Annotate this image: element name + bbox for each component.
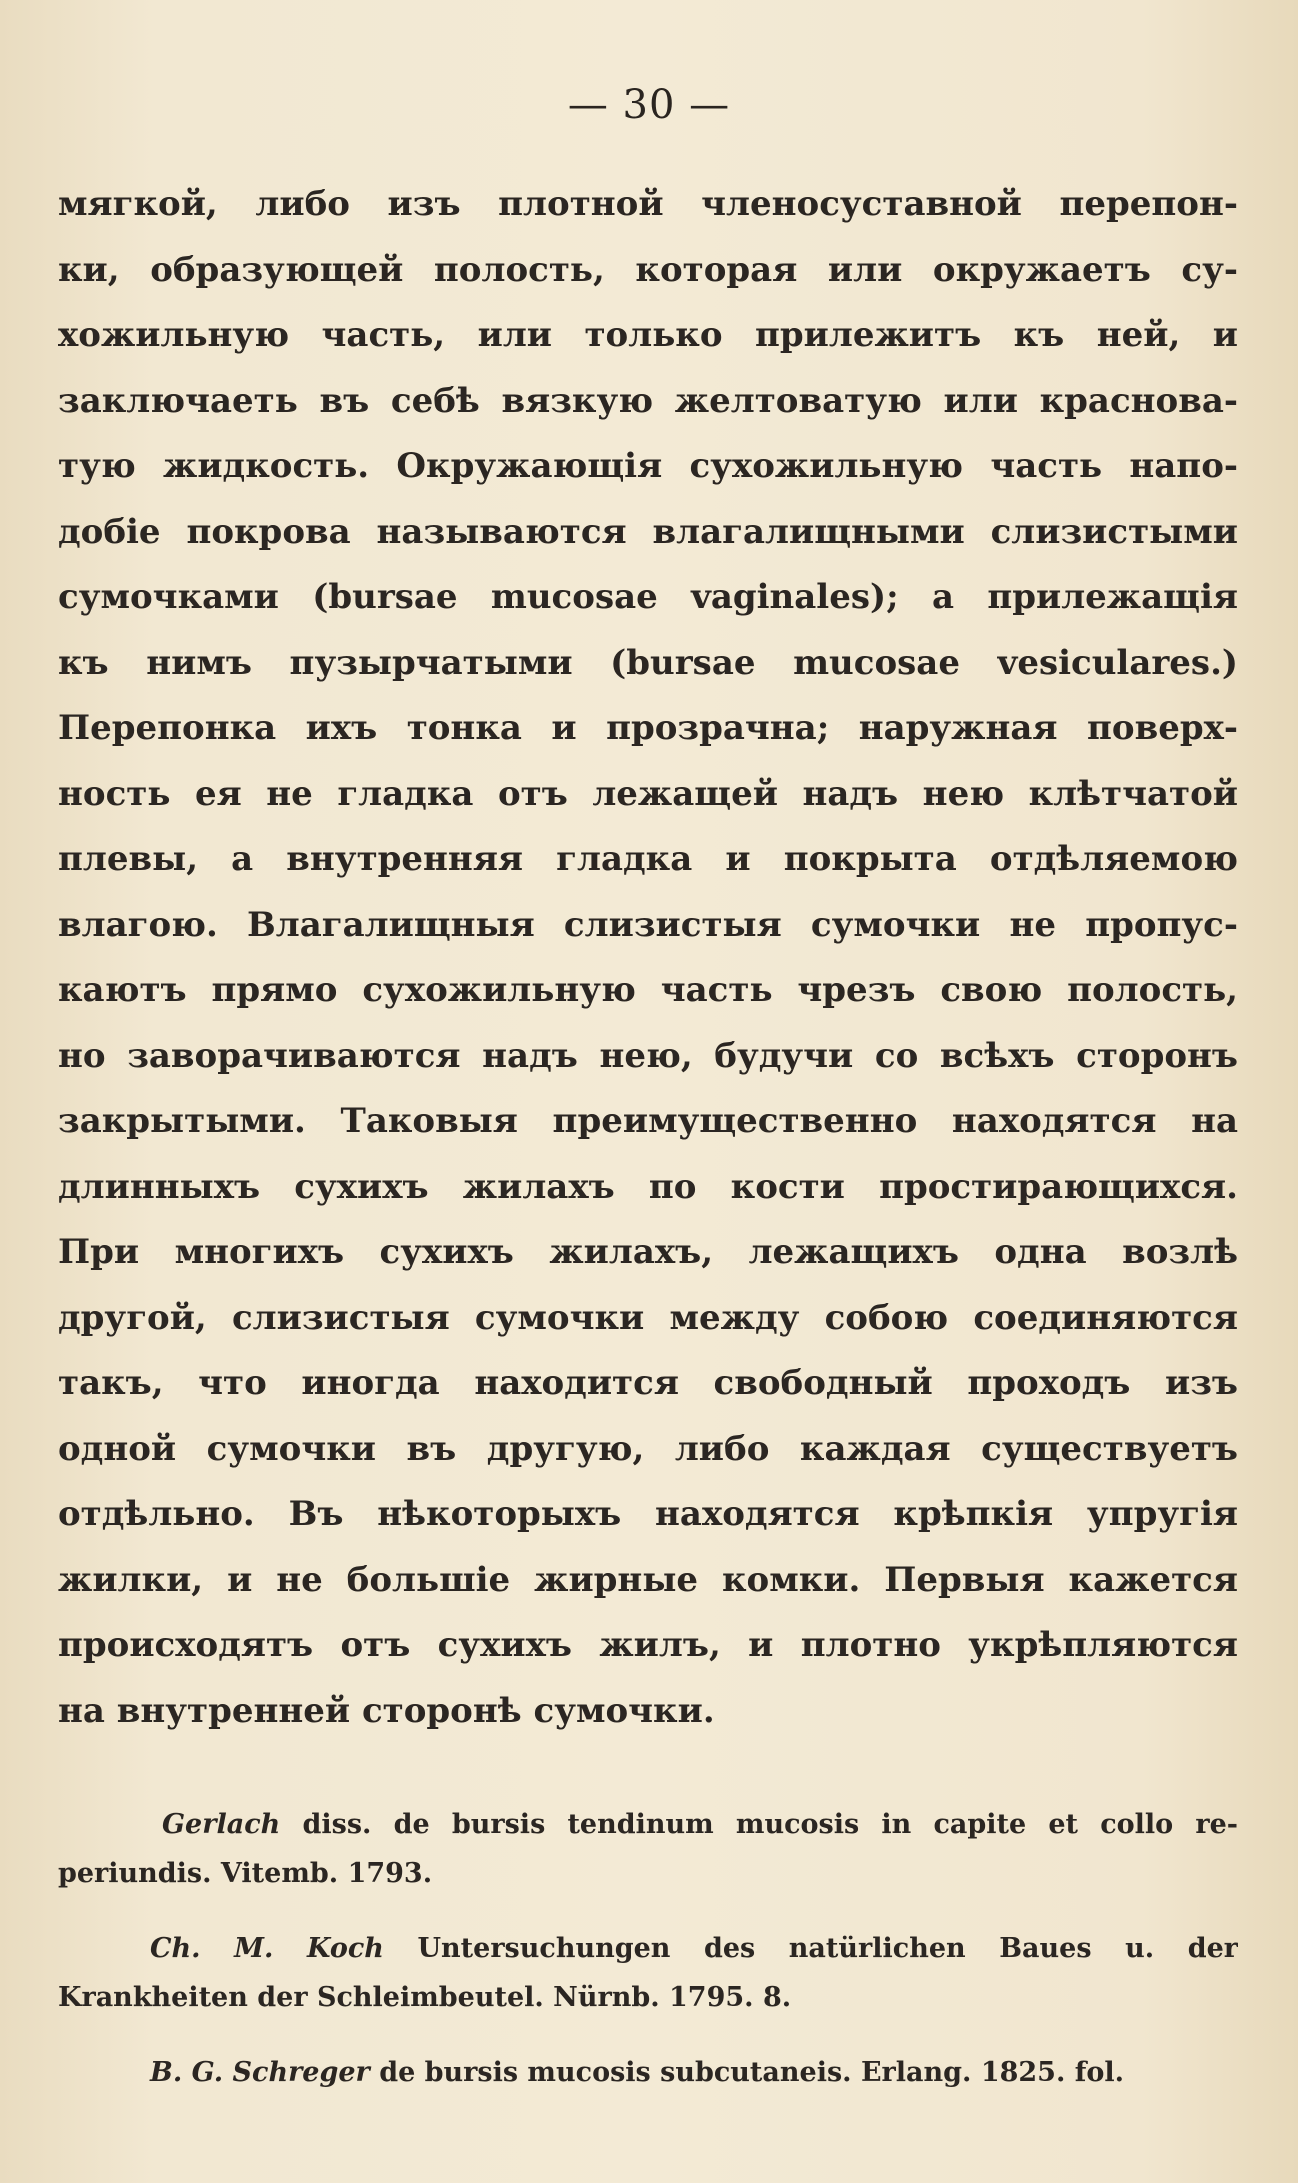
text-line: происходятъ отъ сухихъ жилъ, и плотно укрѣпляются	[58, 1625, 1238, 1665]
reference-text: diss. de bursis tendinum mucosis in capite et collo re-	[302, 1809, 1238, 1840]
reference-line	[58, 1924, 1238, 1973]
text-line: но заворачиваются надъ нею, будучи со всѣхъ сторонъ	[58, 1035, 1238, 1076]
text-line: При многихъ сухихъ жилахъ, лежащихъ одна возлѣ	[58, 1232, 1238, 1272]
text-line: каютъ прямо сухожильную часть чрезъ свою полость,	[58, 970, 1238, 1010]
text-line: другой, слизистыя сумочки между собою соединяются	[58, 1297, 1238, 1338]
page-number: — 30 —	[567, 82, 731, 128]
text-line: мягкой, либо изъ плотной членосуставной перепон-	[58, 184, 1238, 224]
text-line: ность ея не гладка отъ лежащей надъ нею клѣтчатой	[58, 773, 1238, 814]
reference-author: Gerlach	[162, 1809, 281, 1840]
text-line: отдѣльно. Въ нѣкоторыхъ находятся крѣпкія упругія	[58, 1494, 1238, 1534]
reference-line: periundis. Vitemb. 1793.	[58, 1858, 433, 1889]
text-line: плевы, а внутренняя гладка и покрыта отдѣляемою	[58, 839, 1238, 879]
bibliography	[58, 1800, 1238, 2123]
reference-author: Ch. M. Koch	[150, 1933, 384, 1964]
reference-text: de bursis mucosis subcutaneis. Erlang. 1825. fol.	[379, 2057, 1125, 2088]
text-line: ки, образующей полость, которая или окружаетъ су-	[58, 249, 1238, 290]
reference-author: B. G. Schreger	[150, 2057, 370, 2088]
reference-line: Krankheiten der Schleimbeutel. Nürnb. 1795. 8.	[58, 1982, 792, 2013]
text-line: заключаеть въ себѣ вязкую желтоватую или краснова-	[58, 380, 1238, 421]
reference-line	[58, 2048, 1238, 2097]
text-line: длинныхъ сухихъ жилахъ по кости простирающихся.	[58, 1166, 1238, 1207]
text-line: такъ, что иногда находится свободный проходъ изъ	[58, 1363, 1238, 1403]
reference-entry	[58, 2048, 1238, 2097]
text-line: добіе покрова называются влагалищными слизистыми	[58, 511, 1238, 552]
text-line: влагою. Влагалищныя слизистыя сумочки не пропус-	[58, 904, 1238, 945]
text-line: сумочками (bursae mucosae vaginales); а прилежащія	[58, 577, 1238, 617]
text-line: жилки, и не большіе жирные комки. Первыя кажется	[58, 1559, 1238, 1600]
text-line: закрытыми. Таковыя преимущественно находятся на	[58, 1101, 1238, 1141]
reference-line	[58, 1800, 1238, 1849]
text-line: одной сумочки въ другую, либо каждая существуетъ	[58, 1428, 1238, 1469]
reference-entry	[58, 1924, 1238, 2022]
reference-entry	[58, 1800, 1238, 1898]
text-line: къ нимъ пузырчатыми (bursae mucosae vesiculares.)	[58, 642, 1238, 683]
text-line: тую жидкость. Окружающія сухожильную часть напо-	[58, 446, 1238, 486]
reference-text: Untersuchungen des natürlichen Baues u. der	[417, 1933, 1238, 1964]
text-line: на внутренней сторонѣ сумочки.	[58, 1690, 715, 1731]
main-paragraph	[58, 172, 1238, 1744]
text-line: Перепонка ихъ тонка и прозрачна; наружная поверх-	[58, 708, 1238, 748]
text-line: хожильную часть, или только прилежитъ къ ней, и	[58, 315, 1238, 355]
